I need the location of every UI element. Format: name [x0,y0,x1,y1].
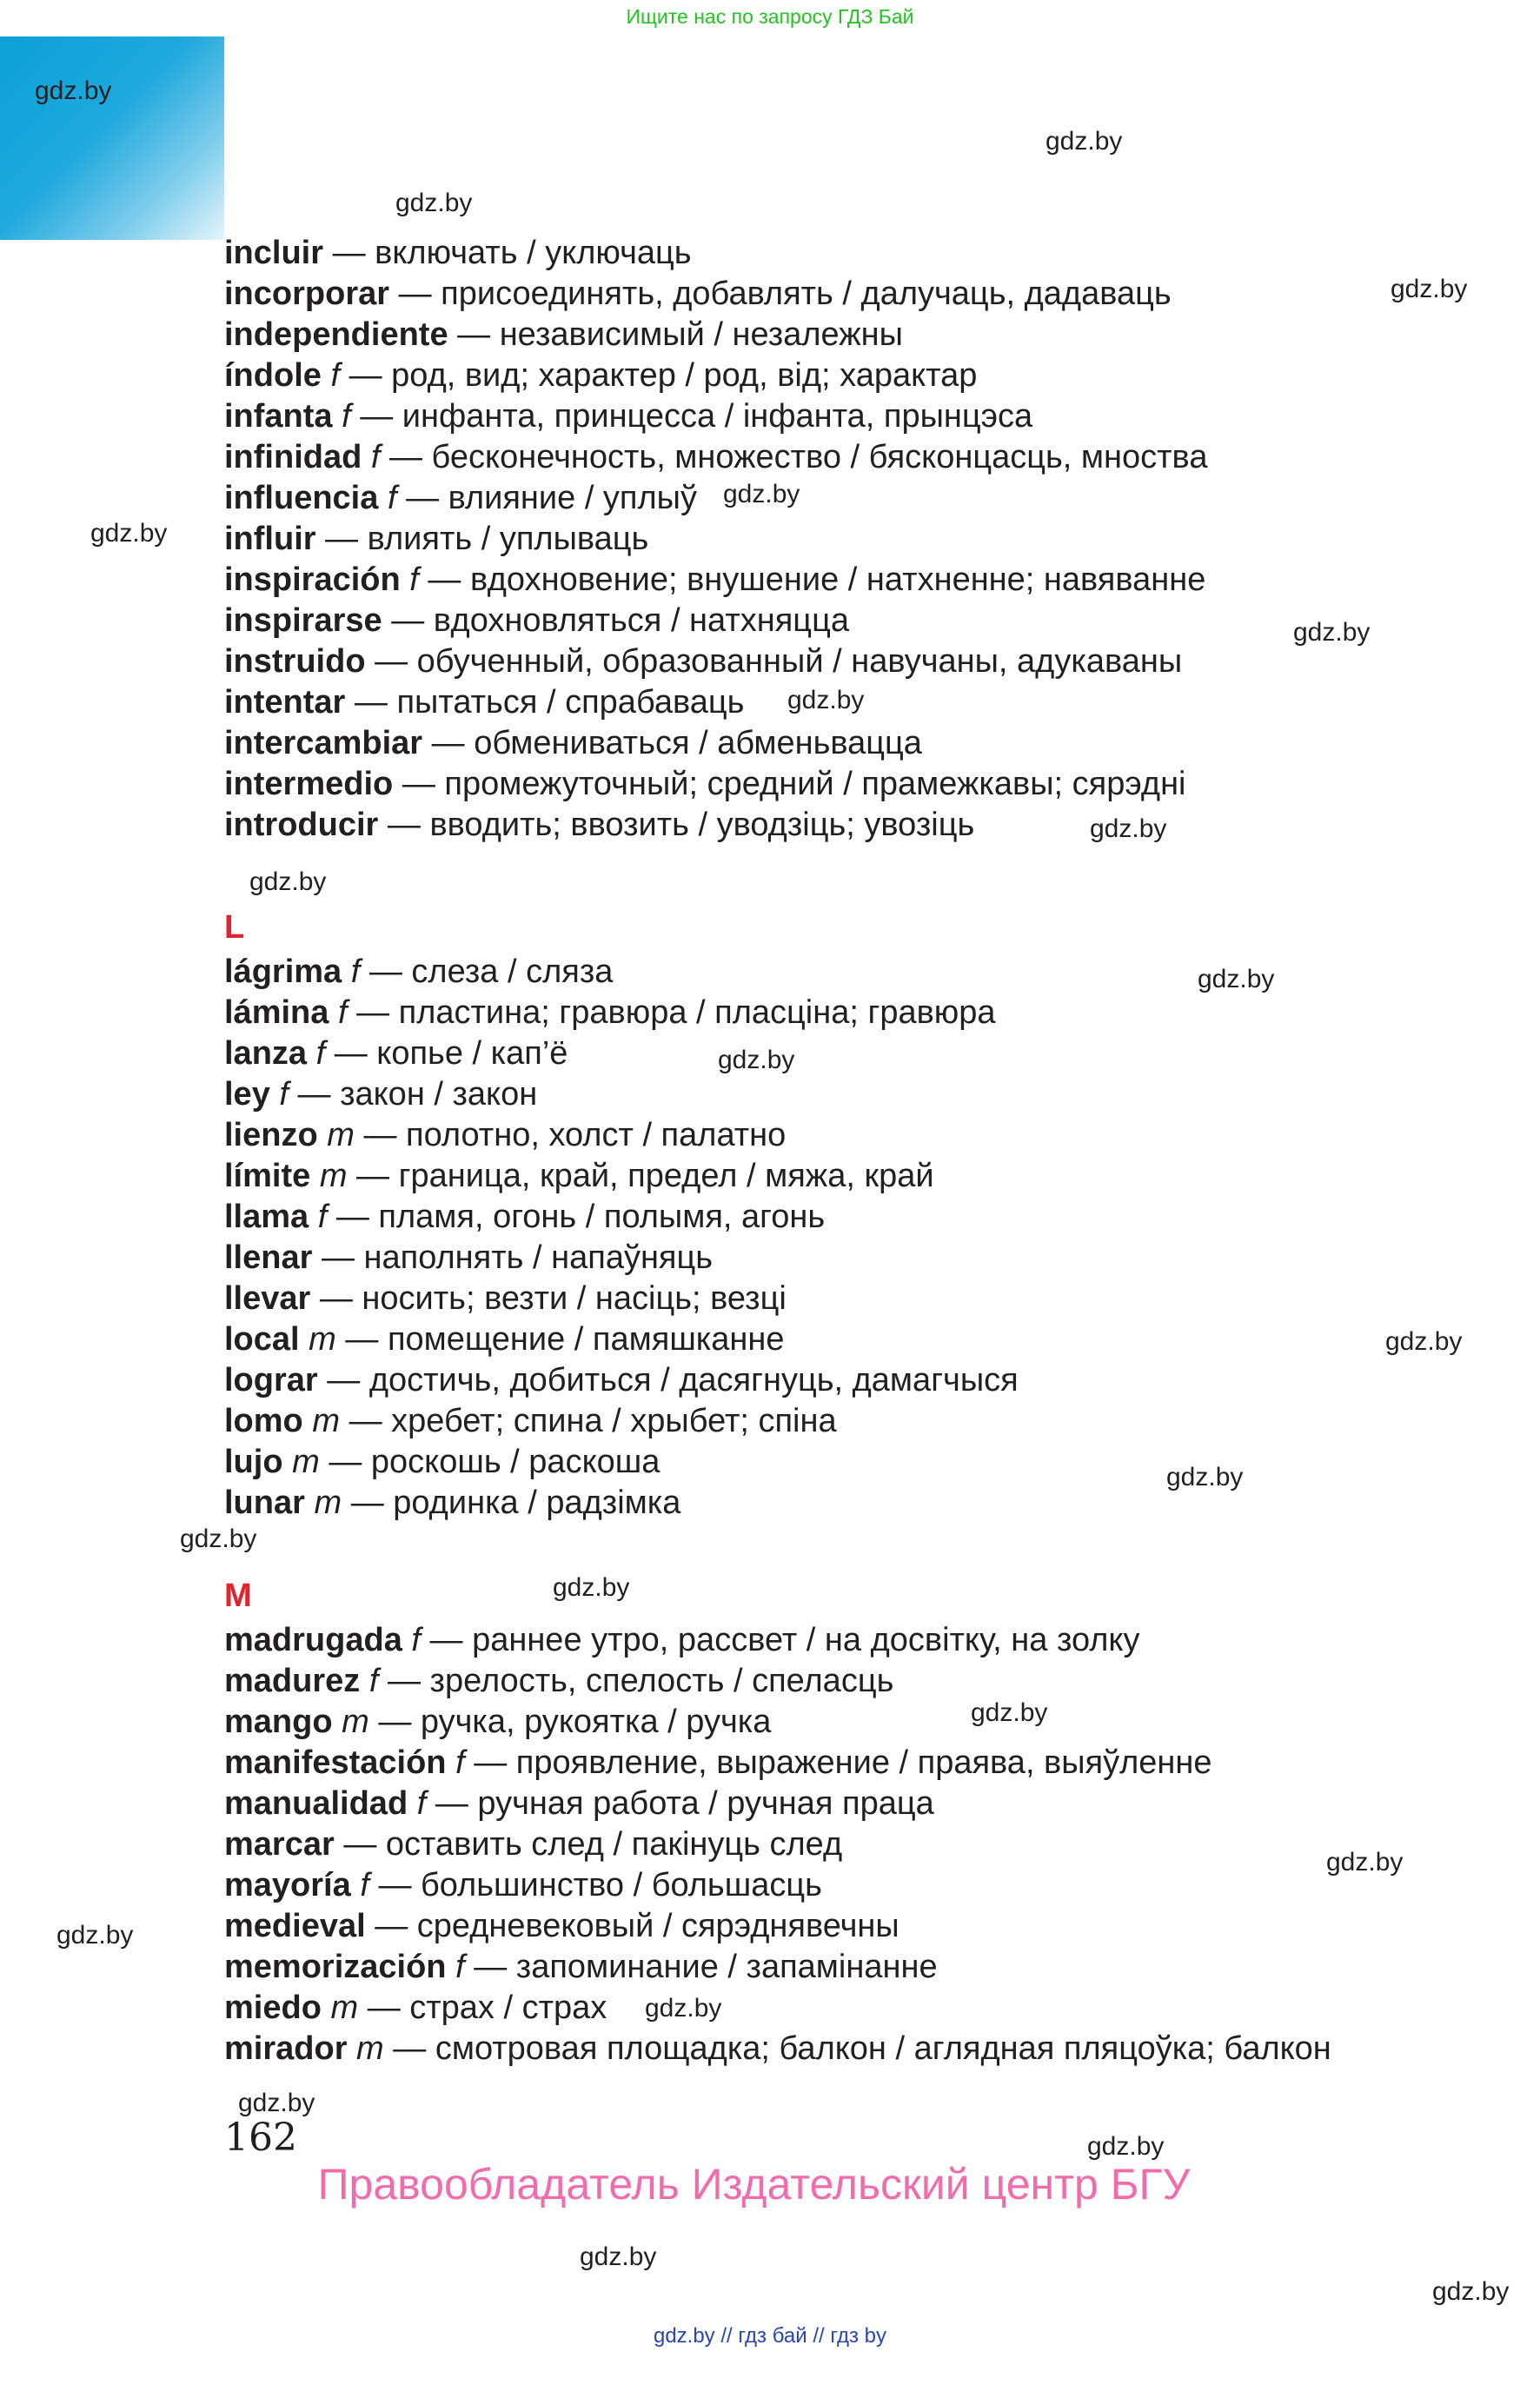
translation: — копье / кап’ё [334,1035,568,1072]
entries-section-i [224,233,1493,846]
headword: mirador [224,2030,348,2067]
headword: incorporar [224,276,390,312]
dictionary-entry [224,355,1493,396]
translation: — зрелость, спелость / спеласць [387,1663,894,1699]
section-letter-m: M [224,1578,252,1614]
dictionary-entry [224,519,1493,560]
watermark: gdz.by [90,519,168,548]
gender-marker: m [309,1321,336,1358]
corner-decoration [0,37,224,240]
translation: — страх / страх [367,1990,607,2026]
gender-marker: f [370,439,381,475]
translation: — роскошь / раскоша [329,1444,660,1480]
headword: infanta [224,398,333,435]
dictionary-entry [224,1988,1493,2029]
gender-marker: m [314,1485,342,1521]
translation: — обученный, образованный / навучаны, адукаваны [375,643,1183,680]
translation: — слеза / сляза [368,953,614,990]
entries-section-m [224,1620,1493,2069]
dictionary-entry [224,437,1493,478]
headword: mayoría [224,1867,351,1903]
dictionary-entry [224,1661,1493,1702]
dictionary-entry [224,2029,1493,2069]
gender-marker: f [279,1076,289,1113]
watermark: gdz.by [1326,1848,1404,1877]
gender-marker: f [337,994,348,1031]
watermark: gdz.by [1293,618,1371,647]
translation: — влиять / уплываць [325,521,649,557]
gender-marker: f [416,1785,427,1822]
watermark: gdz.by [723,480,800,508]
headword: inspirarse [224,602,382,639]
gender-marker: f [317,1199,328,1235]
watermark: gdz.by [249,867,327,896]
dictionary-entry [224,1360,1493,1401]
translation: — пытаться / спрабаваць [354,684,745,721]
gender-marker: f [409,561,419,598]
dictionary-entry [224,1947,1493,1988]
dictionary-entry [224,1115,1493,1156]
entries-section-l [224,952,1493,1524]
translation: — носить; везти / насіць; везці [319,1280,787,1317]
headword: local [224,1321,300,1358]
translation: — присоединять, добавлять / далучаць, дадаваць [398,276,1172,312]
headword: lunar [224,1485,305,1521]
translation: — вдохновляться / натхняцца [391,602,849,639]
translation: — ручная работа / ручная праца [435,1785,934,1822]
headword: intercambiar [224,725,423,761]
gender-marker: f [360,1867,369,1903]
dictionary-entry [224,1279,1493,1319]
watermark: gdz.by [238,2089,315,2117]
headword: influir [224,521,316,557]
dictionary-entry [224,274,1493,315]
dictionary-entry [224,1033,1493,1074]
dictionary-entry [224,723,1493,764]
dictionary-entry [224,993,1493,1033]
headword: mango [224,1704,333,1740]
dictionary-entry [224,952,1493,993]
watermark: gdz.by [395,189,473,217]
translation: — бесконечность, множество / бясконцасць, мноства [389,439,1208,475]
watermark: gdz.by [1087,2132,1165,2161]
watermark: gdz.by [553,1573,630,1602]
gender-marker: f [411,1622,421,1658]
headword: independiente [224,316,448,353]
dictionary-entry [224,1906,1493,1947]
gender-marker: m [312,1403,340,1439]
dictionary-entry [224,1743,1493,1784]
dictionary-entry [224,641,1493,682]
watermark: gdz.by [787,686,865,714]
footer-links[interactable]: gdz.by // гдз бай // гдз by [653,2324,887,2348]
translation: — вводить; ввозить / уводзіць; увозіць [387,807,975,843]
translation: — обмениваться / абменьвацца [431,725,922,761]
watermark: gdz.by [1385,1327,1463,1356]
headword: lujo [224,1444,283,1480]
gender-marker: m [330,1990,359,2026]
dictionary-entry [224,1784,1493,1824]
dictionary-entry [224,1156,1493,1197]
dictionary-entry [224,601,1493,641]
translation: — вдохновение; внушение / натхненне; навяванне [428,561,1206,598]
headword: llevar [224,1280,311,1317]
translation: — граница, край, предел / мяжа, край [356,1158,934,1194]
watermark: gdz.by [1198,965,1275,993]
dictionary-entry [224,1197,1493,1238]
headword: madurez [224,1663,361,1699]
dictionary-entry [224,805,1493,846]
dictionary-entry [224,764,1493,805]
gender-marker: m [327,1117,355,1153]
watermark: gdz.by [35,76,112,105]
gender-marker: f [368,1663,379,1699]
headword: intentar [224,684,346,721]
translation: — помещение / памяшканне [345,1321,785,1358]
dictionary-entry [224,682,1493,723]
headword: intermedio [224,766,394,802]
translation: — закон / закон [297,1076,538,1113]
headword: inspiración [224,561,401,598]
watermark: gdz.by [1090,814,1167,843]
watermark: gdz.by [645,1994,722,2023]
gender-marker: f [315,1035,326,1072]
translation: — пламя, огонь / полымя, агонь [335,1199,826,1235]
gender-marker: f [455,1744,465,1781]
section-letter-l: L [224,909,245,946]
dictionary-entry [224,1401,1493,1442]
headword: incluir [224,235,324,271]
translation: — большинство / большасць [378,1867,822,1903]
translation: — достичь, добиться / дасягнуць, дамагчыся [327,1362,1019,1398]
watermark: gdz.by [1432,2277,1510,2306]
dictionary-entry [224,1319,1493,1360]
headword: memorización [224,1949,447,1985]
translation: — запоминание / запамінанне [474,1949,938,1985]
gender-marker: m [356,2030,384,2067]
dictionary-entry [224,315,1493,355]
headword: miedo [224,1990,322,2026]
dictionary-entry [224,233,1493,274]
headword: lomo [224,1403,303,1439]
dictionary-entry [224,478,1493,519]
watermark: gdz.by [580,2242,657,2271]
translation: — средневековый / сярэднявечны [375,1908,899,1944]
headword: llenar [224,1239,313,1276]
watermark: gdz.by [1045,127,1123,156]
page-number: 162 [224,2116,297,2160]
headword: medieval [224,1908,366,1944]
watermark: gdz.by [180,1525,257,1553]
headword: madrugada [224,1622,402,1658]
gender-marker: f [387,480,397,516]
gender-marker: m [342,1704,369,1740]
headword: infinidad [224,439,362,475]
translation: — полотно, холст / палатно [363,1117,787,1153]
translation: — род, вид; характер / род, від; характар [348,357,978,394]
translation: — хребет; спина / хрыбет; спіна [348,1403,837,1439]
headword: manifestación [224,1744,447,1781]
dictionary-entry [224,1442,1493,1483]
translation: — родинка / радзімка [350,1485,681,1521]
translation: — оставить след / пакінуць след [343,1826,843,1863]
translation: — промежуточный; средний / прамежкавы; сярэдні [402,766,1186,802]
dictionary-entry [224,1702,1493,1743]
headword: lágrima [224,953,342,990]
headword: límite [224,1158,311,1194]
headword: lámina [224,994,329,1031]
translation: — проявление, выражение / праява, выяўленне [474,1744,1212,1781]
gender-marker: f [330,357,341,394]
dictionary-entry [224,1238,1493,1279]
headword: lograr [224,1362,318,1398]
dictionary-entry [224,1074,1493,1115]
watermark: gdz.by [971,1698,1048,1727]
dictionary-entry [224,1824,1493,1865]
gender-marker: f [350,953,361,990]
headword: instruido [224,643,366,680]
translation: — смотровая площадка; балкон / аглядная пляцоўка; балкон [393,2030,1331,2067]
dictionary-entry [224,1620,1493,1661]
gender-marker: f [455,1949,465,1985]
watermark: gdz.by [718,1046,795,1074]
translation: — включать / уключаць [332,235,692,271]
watermark: gdz.by [56,1921,134,1950]
headword: influencia [224,480,379,516]
copyright-notice: Правообладатель Издательский центр БГУ [317,2160,1191,2209]
headword: lienzo [224,1117,318,1153]
translation: — независимый / незалежны [457,316,903,353]
search-hint-link[interactable]: Ищите нас по запросу ГДЗ Бай [626,5,914,28]
translation: — раннее утро, рассвет / на досвітку, на золку [429,1622,1140,1658]
translation: — ручка, рукоятка / ручка [378,1704,772,1740]
gender-marker: m [292,1444,320,1480]
headword: llama [224,1199,309,1235]
headword: lanza [224,1035,308,1072]
watermark: gdz.by [1166,1463,1244,1491]
watermark: gdz.by [1391,275,1468,303]
headword: manualidad [224,1785,408,1822]
translation: — пластина; гравюра / пласціна; гравюра [356,994,996,1031]
headword: introducir [224,807,379,843]
dictionary-entry [224,560,1493,601]
headword: ley [224,1076,270,1113]
dictionary-entry [224,1865,1493,1906]
dictionary-entry [224,1483,1493,1524]
translation: — влияние / уплыў [406,480,697,516]
translation: — наполнять / напаўняць [321,1239,714,1276]
translation: — инфанта, принцесса / інфанта, прынцэса [360,398,1033,435]
gender-marker: f [342,398,351,435]
dictionary-entry [224,396,1493,437]
gender-marker: m [319,1158,348,1194]
headword: índole [224,357,322,394]
headword: marcar [224,1826,335,1863]
